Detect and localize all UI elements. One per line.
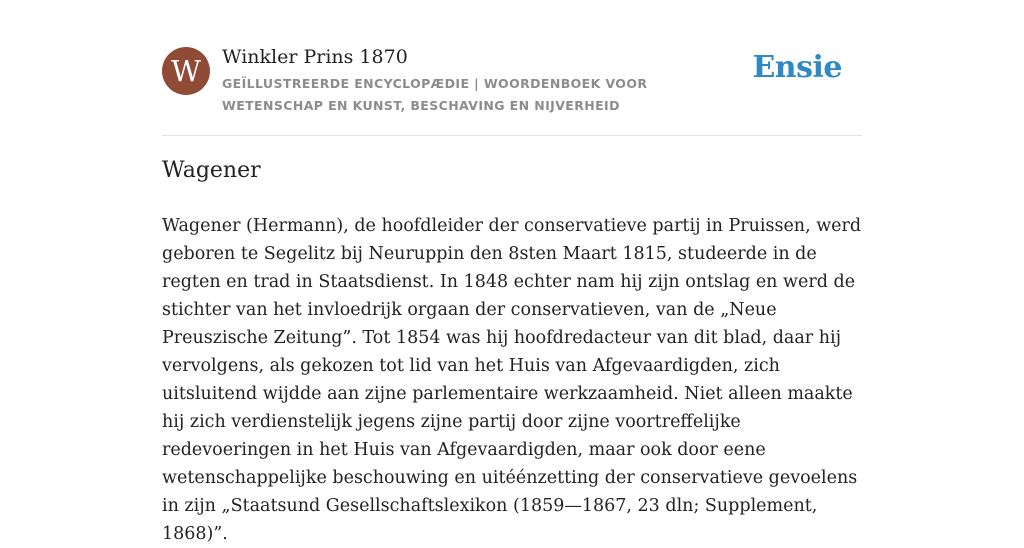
ensie-logo-link[interactable]: Ensie	[752, 50, 842, 85]
source-title[interactable]: Winkler Prins 1870	[222, 46, 408, 68]
article-title: Wagener	[162, 158, 261, 183]
article-body: Wagener (Hermann), de hoofdleider der conservatieve partij in Pruissen, werd geboren te Segelitz bij Neuruppin den 8sten Maart 1815, studeerde in de regten en trad in Staatsdienst. In 1848 echter nam hij zijn ontslag en werd de stichter van het invloedrijk orgaan der conservatieven, van de „Neue Preuszische Zeitung”. Tot 1854 was hij hoofdredacteur van dit blad, daar hij vervolgens, als gekozen tot lid van het Huis van Afgevaardigden, zich uitsluitend wijdde aan zijne parlementaire werkzaamheid. Niet alleen maakte hij zich verdienstelijk jegens zijne partij door zijne voortreffelijke redevoeringen in het Huis van Afgevaardigden, maar ook door eene wetenschappelijke beschouwing en uitéénzetting der conservatieve gevoelens in zijn „Staatsund Gesellschaftslexikon (1859—1867, 23 dln; Supplement, 1868)”.	[162, 216, 862, 544]
source-avatar[interactable]: W	[162, 47, 210, 95]
source-subtitle: GEÏLLUSTREERDE ENCYCLOPÆDIE | WOORDENBOEK VOOR WETENSCHAP EN KUNST, BESCHAVING EN NIJVERHEID	[222, 76, 648, 113]
source-header	[162, 44, 862, 136]
